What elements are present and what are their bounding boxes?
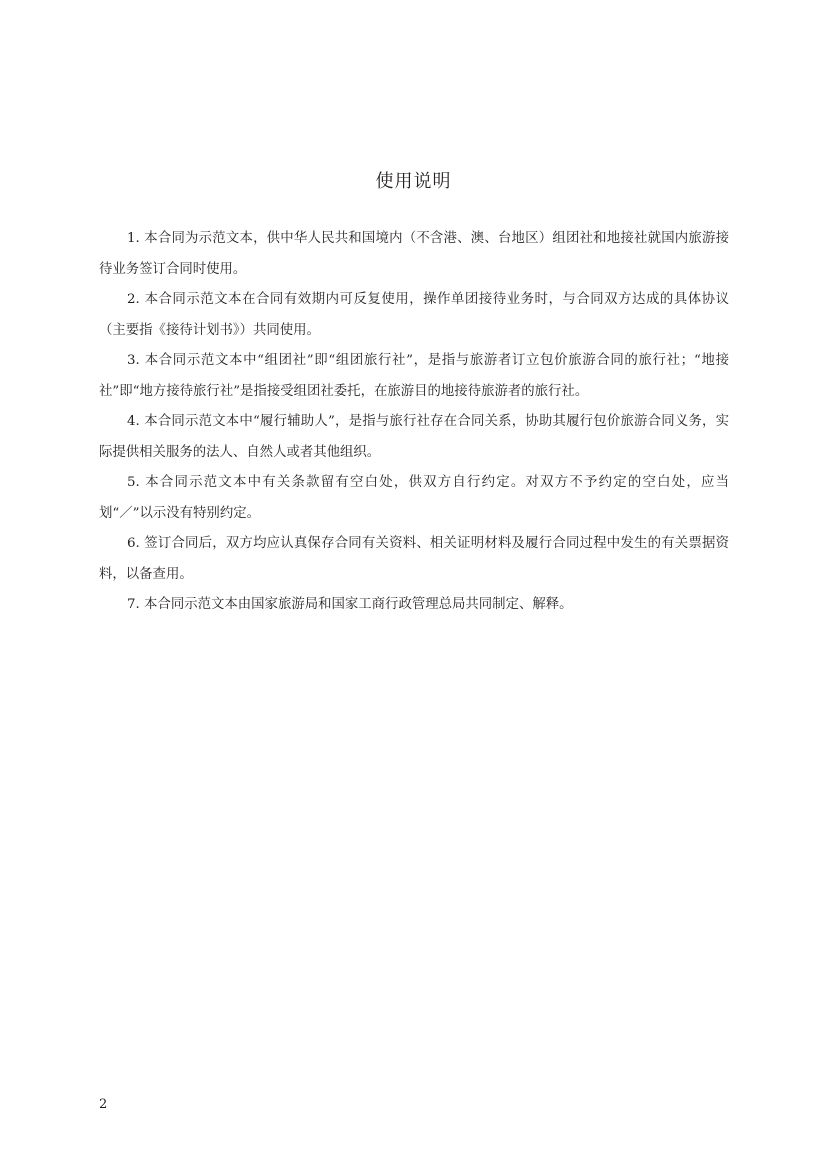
instruction-paragraph-5: 5. 本合同示范文本中有关条款留有空白处，供双方自行约定。对双方不予约定的空白处，应当划“／”以示没有特别约定。 <box>99 475 729 521</box>
instruction-paragraph-3: 3. 本合同示范文本中“组团社”即“组团旅行社”，是指与旅游者订立包价旅游合同的旅行社；“地接社”即“地方接待旅行社”是指接受组团社委托，在旅游目的地接待旅游者的旅行社。 <box>99 353 729 399</box>
page-number: 2 <box>99 1097 108 1112</box>
instruction-paragraph-6: 6. 签订合同后，双方均应认真保存合同有关资料、相关证明材料及履行合同过程中发生的有关票据资料，以备查用。 <box>99 536 729 582</box>
instructions-body <box>99 224 729 621</box>
instruction-paragraph-1: 1. 本合同为示范文本，供中华人民共和国境内（不含港、澳、台地区）组团社和地接社就国内旅游接待业务签订合同时使用。 <box>99 231 729 277</box>
instruction-paragraph-4: 4. 本合同示范文本中“履行辅助人”，是指与旅行社存在合同关系，协助其履行包价旅游合同义务，实际提供相关服务的法人、自然人或者其他组织。 <box>99 414 729 460</box>
page-title: 使用说明 <box>375 171 452 192</box>
instruction-paragraph-7: 7. 本合同示范文本由国家旅游局和国家工商行政管理总局共同制定、解释。 <box>127 597 573 612</box>
instruction-paragraph-2: 2. 本合同示范文本在合同有效期内可反复使用，操作单团接待业务时，与合同双方达成的具体协议（主要指《接待计划书》）共同使用。 <box>99 292 729 338</box>
